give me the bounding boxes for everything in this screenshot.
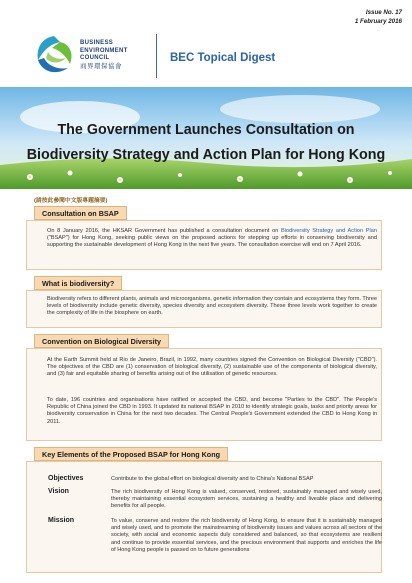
issue-number: Issue No. 17 [365,9,402,16]
mission-text: To value, conserve and restore the rich biodiversity of Hong Kong, to ensure that it is sustainably managed and wisely used, and to promote the mainstreaming of biodiversity issues and values across all sectors of the society, with social and economic aspects duly considered and balanced, so that ecosystems are resilient and continue to provide essential services, and the precious environment that supports and enriches the life of Hong Kong people is passed on to future generations [111,518,382,553]
objectives-label: Objectives [48,475,84,482]
consultation-text [47,228,377,250]
objectives-text: Contribute to the global effort on biological diversity and to China's National BSAP [111,476,314,482]
org-line3: COUNCIL [80,55,110,61]
biodiversity-heading: What is biodiversity? [34,276,122,290]
bec-logo-icon [30,32,78,78]
biodiversity-text: Biodiversity refers to different plants, animals and microorganisms, genetic information they contain and ecosystems they form. Three levels of biodiversity include genetic diversity, species diversity and ecosystem diversity. These three levels work together to create the complexity of life in the biosphere on earth. [47,296,377,317]
consultation-heading: Consultation on BSAP [34,206,127,220]
header-divider [156,34,157,78]
issue-date: 1 February 2016 [354,18,402,25]
vision-text: The rich biodiversity of Hong Kong is valued, conserved, restored, sustainably managed and wisely used, thereby maintaining essential ecosystem services, sustaining a healthy and liveable place and delivering benefits for all people. [111,489,382,510]
org-line1: BUSINESS [80,40,114,46]
headline-line1: The Government Launches Consultation on [57,122,355,138]
chinese-version-link[interactable]: (請按此參閱中文版專題摘要) [34,198,108,204]
consultation-text-after: ("BSAP") for Hong Kong, seeking public views on the proposed actions for stepping up efforts in conserving biodiversity and supporting the sustainable development of Hong Kong in the next five years. The consultation exercise will end on 7 April 2016. [47,235,377,249]
key-elements-heading: Key Elements of the Proposed BSAP for Hong Kong [34,447,228,461]
issue-info [355,8,402,26]
mission-label: Mission [48,517,75,524]
convention-text-2: To date, 196 countries and organisations have ratified or accepted the CBD, and become "Parties to the CBD". The People's Republic of China joined the CBD in 1993. It updated its national BSAP in 2010 to identify strategic goals, tasks and priority areas for biodiversity conservation in China for the next two decades. The Central People's Government extended the CBD to Hong Kong in 2011. [47,397,377,425]
bsap-link[interactable]: Biodiversity Strategy and Action Plan [281,228,377,234]
org-line2: ENVIRONMENT [80,47,128,54]
vision-label: Vision [48,488,69,495]
headline-line2: Biodiversity Strategy and Action Plan for Hong Kong [26,147,386,163]
convention-text-1: At the Earth Summit held at Rio de Janeiro, Brazil, in 1992, many countries signed the Convention on Biological Diversity ("CBD"). The objectives of the CBD are (1) conservation of biological diversity, (2) sustainable use of the components of biological diversity, and (3) fair and equitable sharing of benefits arising out of the utilisation of genetic resources. [47,357,377,378]
consultation-text-before: On 8 January 2016, the HKSAR Government has published a consultation document on [47,228,282,234]
org-chinese: 商界環保協會 [80,62,122,70]
digest-title: BEC Topical Digest [170,52,276,64]
org-name [80,40,128,70]
convention-heading: Convention on Biological Diversity [34,334,169,348]
